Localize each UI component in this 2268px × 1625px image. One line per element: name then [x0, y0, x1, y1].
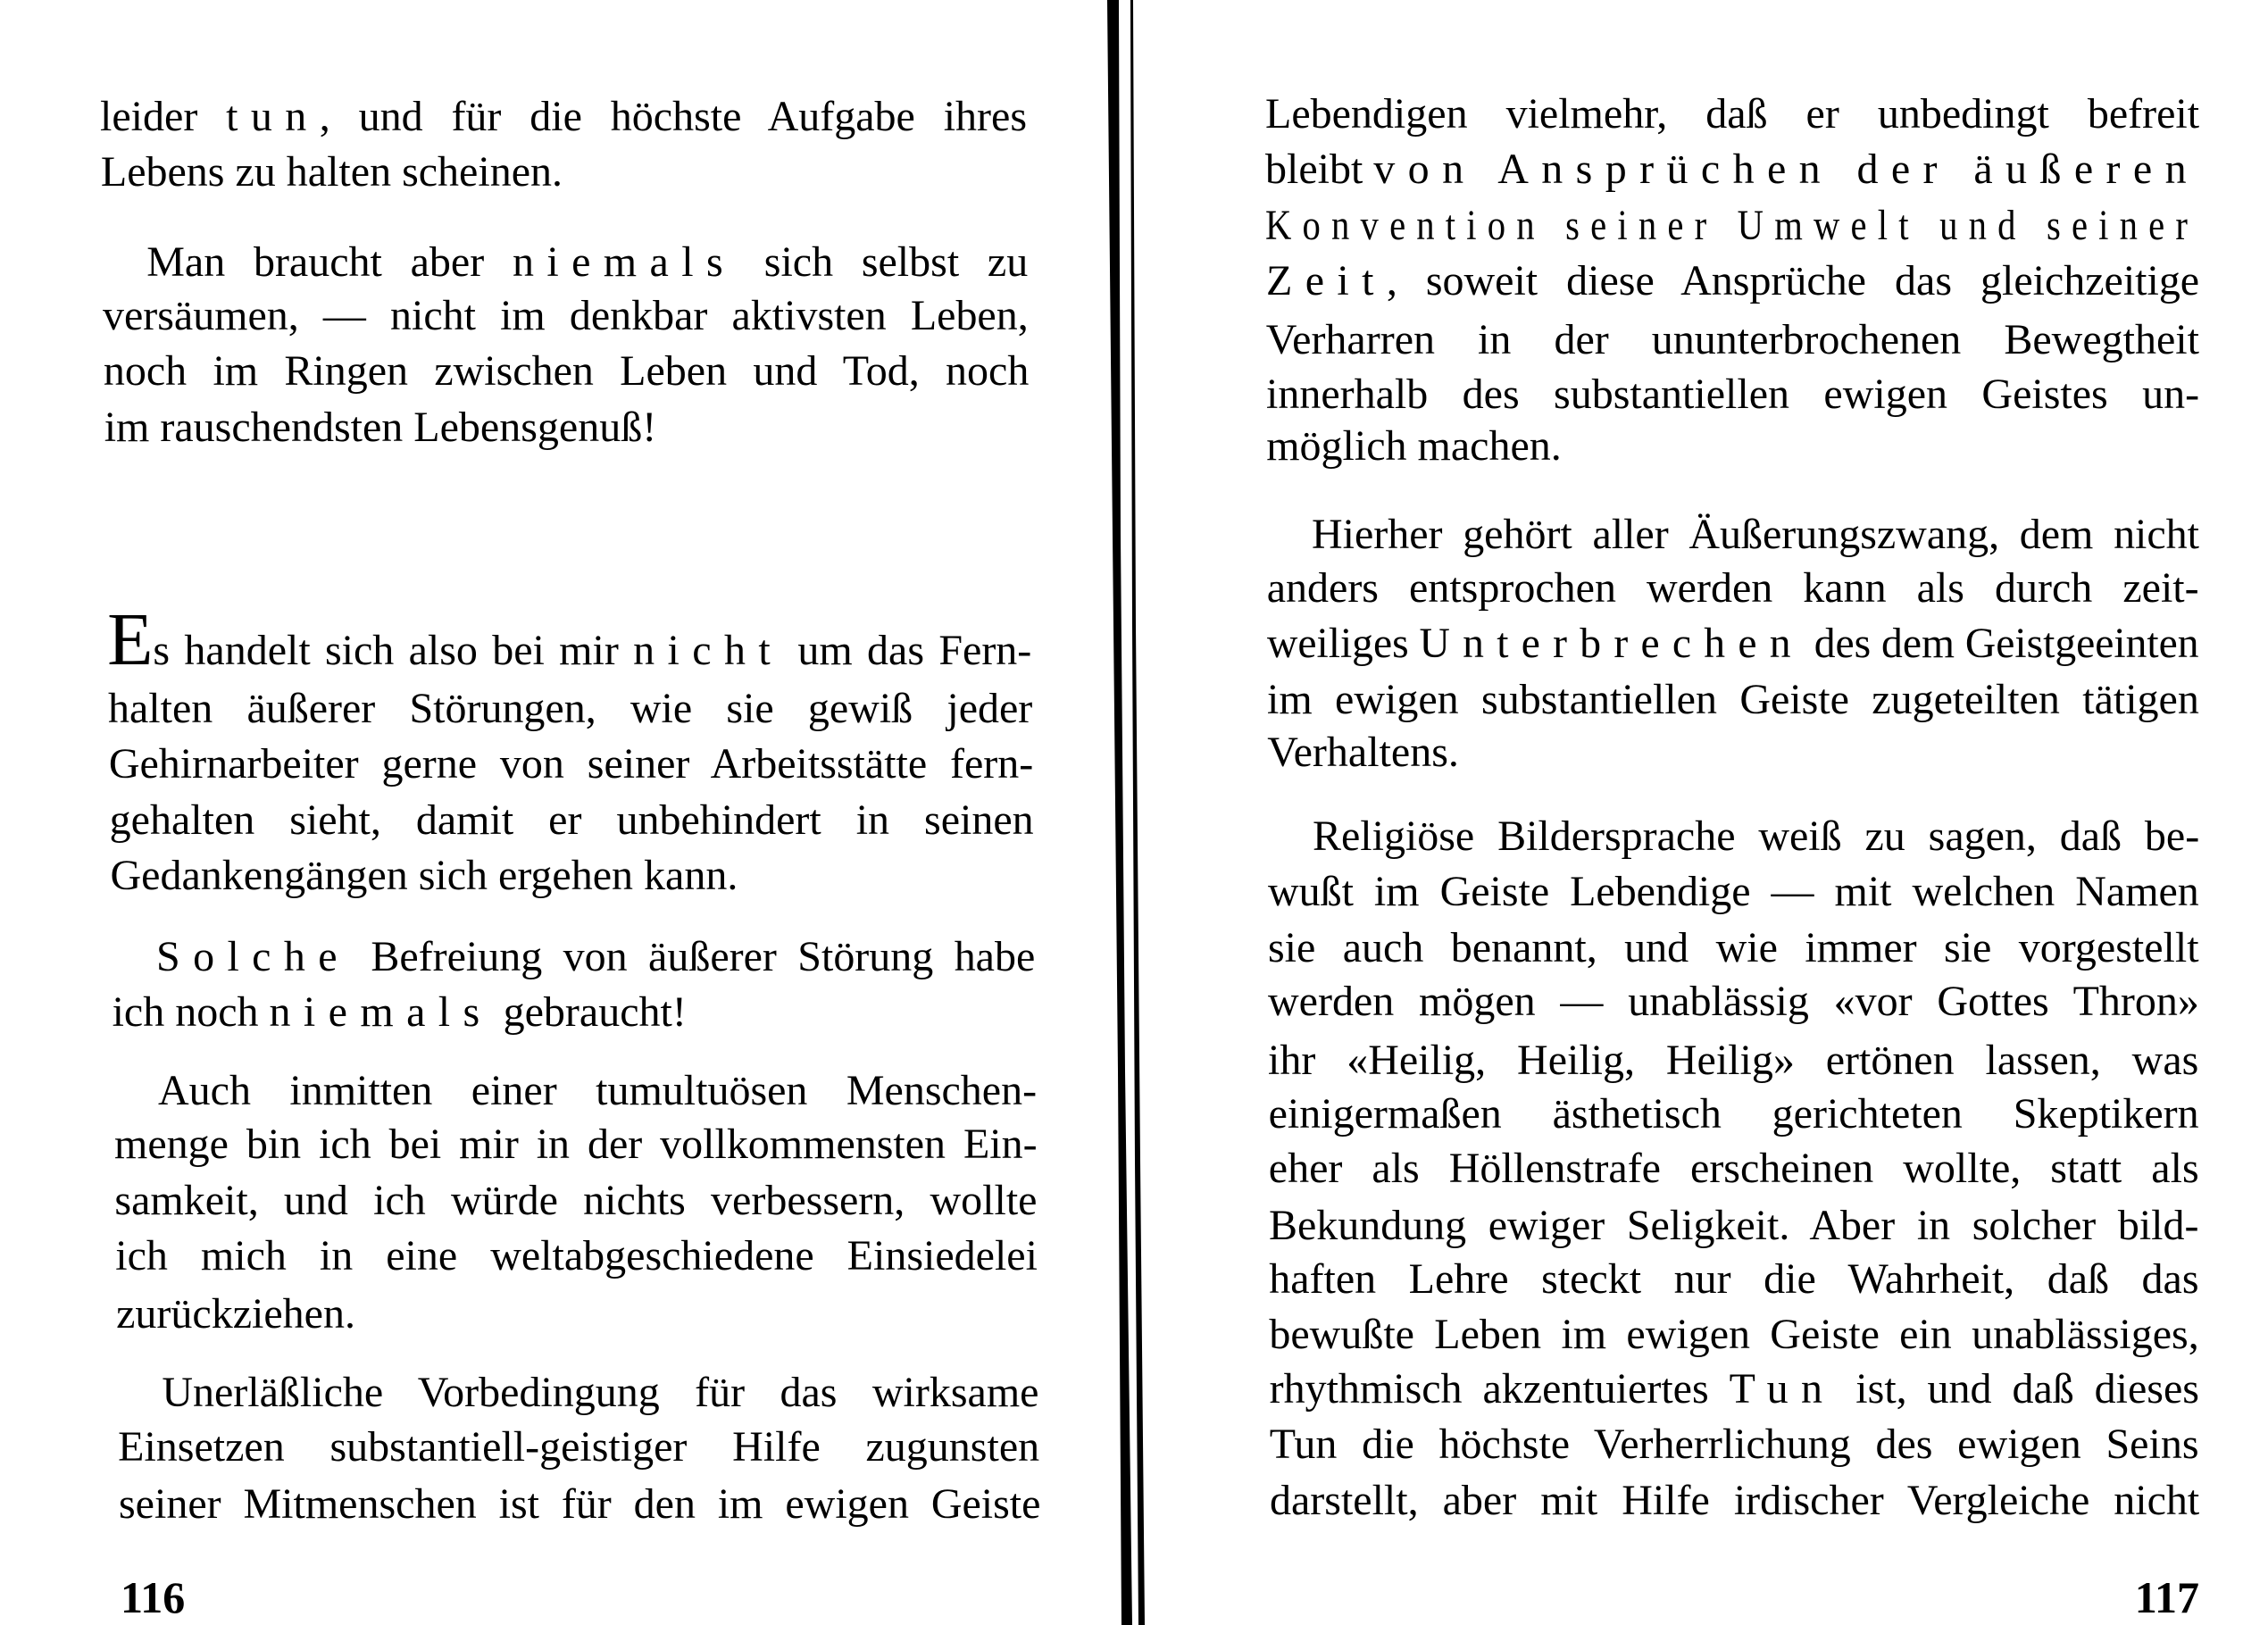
- text-line: [1270, 1423, 2199, 1466]
- text-line: [1267, 622, 2199, 665]
- line-text: sich selbst zu: [736, 238, 1029, 286]
- line-text: Befreiung von äußerer Störung habe: [349, 933, 1035, 980]
- line-text: sie auch benannt, und wie immer sie vorgestellt: [1267, 924, 2199, 971]
- text-line: [1265, 148, 2199, 191]
- line-text: ich mich in eine weltabgeschiedene Einsiedelei: [115, 1232, 1038, 1279]
- line-text: haften Lehre steckt nur die Wahrheit, daß das: [1269, 1255, 2199, 1303]
- text-line: [1267, 731, 1459, 774]
- emphasized-text: tun: [226, 93, 320, 140]
- text-line: [1266, 422, 1562, 470]
- line-text: noch im Ringen zwischen Leben und Tod, noch: [103, 347, 1030, 395]
- text-line: [146, 238, 1029, 286]
- line-text: seiner Mitmenschen ist für den im ewigen Geiste: [119, 1480, 1041, 1528]
- emphasized-text: niemals: [512, 238, 737, 286]
- text-line: [1267, 924, 2199, 971]
- text-line: [155, 933, 1035, 980]
- text-line: [111, 854, 738, 897]
- text-line: [1265, 204, 2198, 247]
- line-text: Unerläßliche Vorbedingung für das wirksame: [162, 1369, 1039, 1416]
- line-text: im ewigen substantiellen Geiste zugeteilten tätigen: [1267, 676, 2199, 723]
- text-line: [1269, 1255, 2199, 1303]
- gutter-line: [1130, 0, 1145, 1625]
- line-text: Bekundung ewiger Seligkeit. Aber in solcher bild-: [1268, 1202, 2199, 1249]
- text-line: [109, 796, 1034, 844]
- line-text: Gedankengängen sich ergehen kann.: [110, 852, 738, 899]
- text-line: [1267, 676, 2199, 723]
- emphasized-text: Zeit: [1265, 257, 1387, 304]
- line-text: Auch inmitten einer tumultuösen Menschen-: [157, 1067, 1037, 1114]
- text-line: [116, 1290, 355, 1338]
- line-text: versäumen, — nicht im denkbar aktivsten Leben,: [103, 292, 1029, 339]
- text-line: [100, 93, 1028, 140]
- text-line: [1265, 257, 2199, 304]
- page-number: 116: [121, 1572, 186, 1622]
- text-line: [1265, 90, 2200, 138]
- emphasized-text: nicht: [633, 627, 784, 674]
- line-text: gehalten sieht, damit er unbehindert in seinen: [109, 796, 1034, 844]
- text-line: [1312, 812, 2199, 860]
- text-line: [100, 148, 563, 196]
- line-text: Einsetzen substantiell-geistiger Hilfe zugunsten: [118, 1423, 1040, 1471]
- text-line: [107, 685, 1033, 732]
- line-text: bewußte Leben im ewigen Geiste ein unablässiges,: [1269, 1311, 2199, 1358]
- line-text: im rauschendsten Lebensgenuß!: [104, 404, 657, 451]
- line-text: leider: [100, 93, 227, 140]
- text-line: [108, 740, 1034, 788]
- text-line: [115, 1232, 1038, 1279]
- line-text: ich noch: [112, 988, 270, 1036]
- line-text: halten äußerer Störungen, wie sie gewiß jeder: [107, 685, 1033, 732]
- text-line: [1266, 373, 2199, 416]
- text-line: [1265, 316, 2199, 363]
- text-line: [1269, 1147, 2199, 1190]
- emphasized-text: Tun: [1729, 1365, 1836, 1412]
- text-line: [1268, 1039, 2198, 1082]
- line-text: , soweit diese Ansprüche das gleichzeitige: [1386, 257, 2199, 304]
- gutter-shadow: [1107, 0, 1132, 1625]
- text-line: [119, 1480, 1041, 1528]
- line-text: Tun die höchste Verherrlichung des ewigen Seins: [1269, 1421, 2199, 1468]
- line-text: bleibt: [1265, 146, 1374, 193]
- text-line: [1268, 980, 2199, 1023]
- line-text: Hierher gehört aller Äußerungszwang, dem nicht: [1311, 511, 2199, 558]
- text-line: [1270, 1479, 2199, 1522]
- emphasized-text: niemals: [269, 988, 493, 1036]
- book-gutter: [1094, 0, 1156, 1625]
- line-text: Lebendigen vielmehr, daß er unbedingt befreit: [1265, 90, 2200, 138]
- text-line: [114, 1179, 1037, 1222]
- text-line: [1269, 1204, 2198, 1247]
- text-line: [103, 292, 1029, 339]
- text-line: [157, 1067, 1037, 1114]
- line-text: Verharren in der ununterbrochenen Bewegtheit: [1265, 316, 2199, 363]
- line-text: einigermaßen ästhetisch gerichteten Skeptikern: [1268, 1090, 2199, 1138]
- text-line: [114, 1123, 1038, 1166]
- line-text: samkeit, und ich würde nichts verbessern, wollte: [114, 1177, 1038, 1224]
- line-text: s handelt sich also bei mir: [153, 627, 634, 674]
- line-text: des dem Geistgeeinten: [1803, 620, 2199, 667]
- line-text: Verhaltens.: [1267, 729, 1459, 776]
- text-line: [162, 1371, 1038, 1414]
- line-text: anders entsprochen werden kann als durch zeit-: [1266, 564, 2199, 612]
- text-line: [1312, 513, 2199, 556]
- text-line: [118, 1423, 1040, 1471]
- line-text: gebraucht!: [492, 988, 687, 1036]
- text-line: [1268, 1090, 2199, 1138]
- line-text: zurückziehen.: [116, 1290, 355, 1338]
- line-text: möglich machen.: [1266, 422, 1562, 470]
- text-line: [103, 347, 1030, 395]
- line-text: Religiöse Bildersprache weiß zu sagen, daß be-: [1312, 812, 2199, 860]
- text-line: [1269, 1365, 2199, 1412]
- text-line: [1267, 868, 2199, 915]
- text-line: [1266, 564, 2199, 612]
- left-page: [0, 0, 1107, 1625]
- emphasized-text: von Ansprüchen der äußeren: [1373, 146, 2200, 193]
- text-line: [1269, 1313, 2198, 1356]
- page-number: 117: [2134, 1572, 2199, 1622]
- line-text: werden mögen — unablässig «vor Gottes Thron»: [1268, 978, 2200, 1025]
- line-text: Man braucht aber: [146, 238, 513, 286]
- line-text: wußt im Geiste Lebendige — mit welchen Namen: [1267, 868, 2199, 915]
- line-text: eher als Höllenstrafe erscheinen wollte, statt als: [1268, 1145, 2199, 1192]
- text-line: [104, 406, 656, 449]
- emphasized-text: Konvention seiner Umwelt und seiner: [1265, 202, 2199, 249]
- line-text: , und für die höchste Aufgabe ihres: [319, 93, 1028, 140]
- line-text: Lebens zu halten scheinen.: [100, 148, 563, 196]
- line-text: innerhalb des substantiellen ewigen Geistes un-: [1266, 371, 2200, 418]
- line-text: um das Fern-: [783, 627, 1032, 674]
- line-text: ist, und daß dieses: [1835, 1365, 2199, 1412]
- emphasized-text: Unterbrechen: [1419, 620, 1804, 667]
- drop-cap: E: [107, 598, 154, 681]
- line-text: darstellt, aber mit Hilfe irdischer Vergleiche nicht: [1269, 1477, 2200, 1524]
- line-text: rhythmisch akzentuiertes: [1269, 1365, 1730, 1412]
- line-text: menge bin ich bei mir in der vollkommensten Ein-: [113, 1121, 1038, 1168]
- line-text: Gehirnarbeiter gerne von seiner Arbeitsstätte fern-: [108, 740, 1034, 788]
- text-line: [107, 598, 1032, 681]
- line-text: ihr «Heilig, Heilig, Heilig» ertönen lassen, was: [1268, 1037, 2199, 1084]
- line-text: weiliges: [1266, 620, 1420, 667]
- emphasized-text: Solche: [155, 933, 350, 980]
- right-page: [1152, 0, 2268, 1625]
- text-line: [112, 988, 687, 1036]
